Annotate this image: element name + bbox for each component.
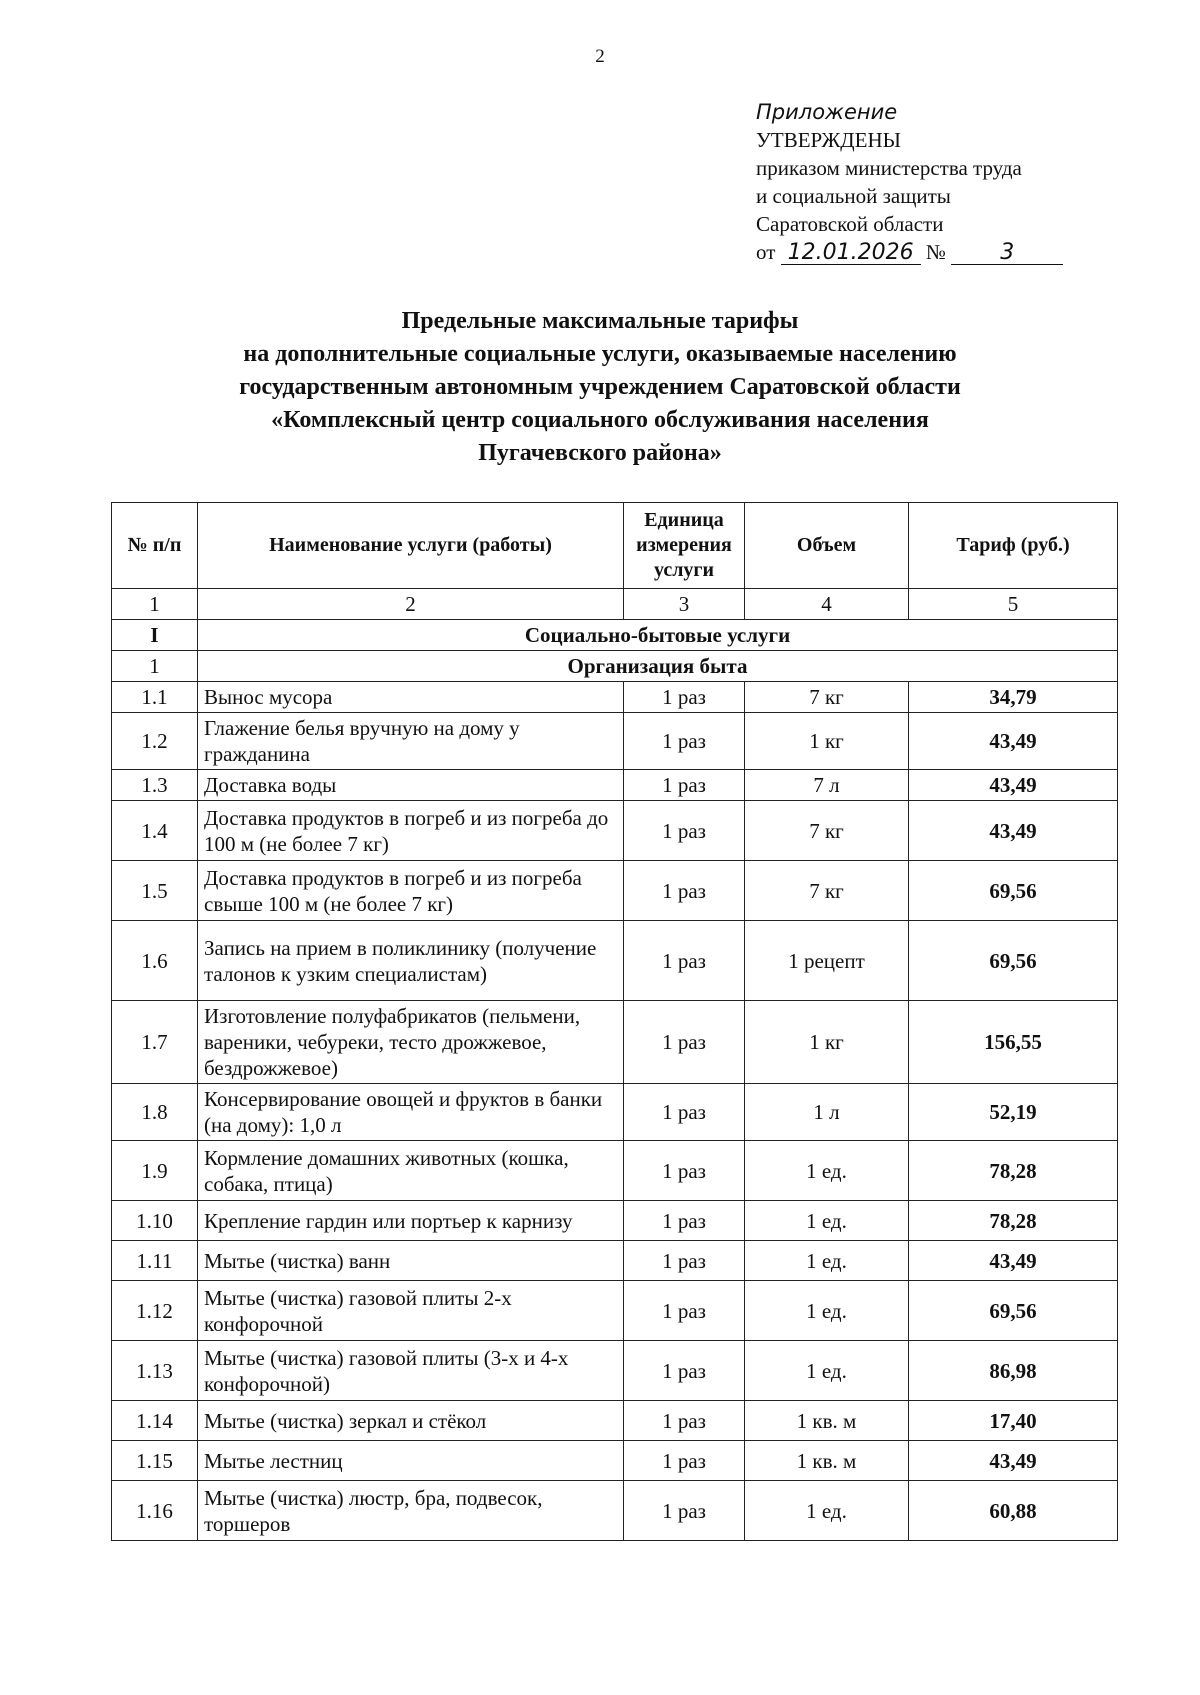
table-row xyxy=(112,770,1118,801)
row-number: 1.14 xyxy=(112,1401,198,1441)
section-number: I xyxy=(112,620,198,651)
row-service-name: Мытье (чистка) люстр, бра, подвесок, торшеров xyxy=(198,1481,624,1541)
row-service-name: Мытье (чистка) ванн xyxy=(198,1241,624,1281)
row-service-name: Изготовление полуфабрикатов (пельмени, вареники, чебуреки, тесто дрожжевое, бездрожжевое) xyxy=(198,1001,624,1084)
row-number: 1.7 xyxy=(112,1001,198,1084)
table-header-row xyxy=(112,503,1118,589)
title-line-2: на дополнительные социальные услуги, оказываемые населению xyxy=(243,341,957,367)
column-number: 1 xyxy=(112,589,198,620)
row-unit: 1 раз xyxy=(624,1481,745,1541)
row-unit: 1 раз xyxy=(624,1441,745,1481)
approval-order-line2: и социальной защиты xyxy=(756,184,951,208)
table-row xyxy=(112,1281,1118,1341)
table-row xyxy=(112,713,1118,770)
row-number: 1.16 xyxy=(112,1481,198,1541)
table-row xyxy=(112,1441,1118,1481)
tariff-table xyxy=(111,502,1118,1541)
approval-date-line xyxy=(756,238,1063,266)
table-row xyxy=(112,1241,1118,1281)
row-number: 1.5 xyxy=(112,861,198,921)
header-volume: Объем xyxy=(745,503,909,589)
row-unit: 1 раз xyxy=(624,1001,745,1084)
table-row xyxy=(112,682,1118,713)
row-service-name: Доставка продуктов в погреб и из погреба до 100 м (не более 7 кг) xyxy=(198,801,624,861)
row-service-name: Мытье (чистка) газовой плиты 2-х конфорочной xyxy=(198,1281,624,1341)
row-volume: 7 кг xyxy=(745,682,909,713)
subsection-name: Организация быта xyxy=(198,651,1118,682)
row-unit: 1 раз xyxy=(624,1141,745,1201)
row-tariff: 43,49 xyxy=(909,770,1118,801)
row-tariff: 52,19 xyxy=(909,1084,1118,1141)
row-number: 1.11 xyxy=(112,1241,198,1281)
row-unit: 1 раз xyxy=(624,770,745,801)
approval-approved: УТВЕРЖДЕНЫ xyxy=(756,128,901,152)
row-service-name: Консервирование овощей и фруктов в банки (на дому): 1,0 л xyxy=(198,1084,624,1141)
document-title xyxy=(100,305,1100,470)
row-service-name: Вынос мусора xyxy=(198,682,624,713)
row-tariff: 43,49 xyxy=(909,801,1118,861)
column-number: 3 xyxy=(624,589,745,620)
table-row xyxy=(112,801,1118,861)
date-prefix: от xyxy=(756,240,776,264)
row-unit: 1 раз xyxy=(624,1241,745,1281)
row-volume: 1 кг xyxy=(745,1001,909,1084)
date-value: 12.01.2026 xyxy=(781,242,921,265)
row-tariff: 43,49 xyxy=(909,713,1118,770)
page-number: 2 xyxy=(595,46,605,67)
row-unit: 1 раз xyxy=(624,682,745,713)
number-prefix: № xyxy=(925,240,946,264)
row-number: 1.6 xyxy=(112,921,198,1001)
row-service-name: Доставка продуктов в погреб и из погреба свыше 100 м (не более 7 кг) xyxy=(198,861,624,921)
row-tariff: 43,49 xyxy=(909,1441,1118,1481)
column-number-row xyxy=(112,589,1118,620)
subsection-number: 1 xyxy=(112,651,198,682)
approval-block xyxy=(756,98,1063,266)
approval-order-line1: приказом министерства труда xyxy=(756,156,1022,180)
title-line-1: Предельные максимальные тарифы xyxy=(401,308,799,334)
row-number: 1.12 xyxy=(112,1281,198,1341)
row-unit: 1 раз xyxy=(624,801,745,861)
row-volume: 7 кг xyxy=(745,801,909,861)
row-unit: 1 раз xyxy=(624,861,745,921)
row-tariff: 69,56 xyxy=(909,1281,1118,1341)
row-tariff: 17,40 xyxy=(909,1401,1118,1441)
row-volume: 1 кв. м xyxy=(745,1441,909,1481)
row-unit: 1 раз xyxy=(624,1281,745,1341)
row-number: 1.13 xyxy=(112,1341,198,1401)
row-tariff: 156,55 xyxy=(909,1001,1118,1084)
table-row xyxy=(112,1341,1118,1401)
title-line-4: «Комплексный центр социального обслуживания населения xyxy=(271,407,929,433)
row-volume: 1 ед. xyxy=(745,1141,909,1201)
row-service-name: Запись на прием в поликлинику (получение талонов к узким специалистам) xyxy=(198,921,624,1001)
row-volume: 1 л xyxy=(745,1084,909,1141)
row-number: 1.4 xyxy=(112,801,198,861)
approval-appendix: Приложение xyxy=(756,100,898,124)
row-service-name: Мытье лестниц xyxy=(198,1441,624,1481)
section-name: Социально-бытовые услуги xyxy=(198,620,1118,651)
row-volume: 1 кв. м xyxy=(745,1401,909,1441)
row-tariff: 43,49 xyxy=(909,1241,1118,1281)
row-number: 1.3 xyxy=(112,770,198,801)
row-unit: 1 раз xyxy=(624,713,745,770)
row-unit: 1 раз xyxy=(624,1084,745,1141)
row-number: 1.2 xyxy=(112,713,198,770)
table-row xyxy=(112,921,1118,1001)
row-tariff: 69,56 xyxy=(909,921,1118,1001)
row-volume: 1 ед. xyxy=(745,1341,909,1401)
approval-order-line3: Саратовской области xyxy=(756,212,944,236)
table-row xyxy=(112,1001,1118,1084)
row-unit: 1 раз xyxy=(624,1401,745,1441)
subsection-row xyxy=(112,651,1118,682)
table-row xyxy=(112,1481,1118,1541)
row-tariff: 60,88 xyxy=(909,1481,1118,1541)
column-number: 2 xyxy=(198,589,624,620)
row-volume: 7 л xyxy=(745,770,909,801)
row-number: 1.9 xyxy=(112,1141,198,1201)
row-volume: 1 ед. xyxy=(745,1241,909,1281)
row-unit: 1 раз xyxy=(624,1341,745,1401)
row-service-name: Мытье (чистка) зеркал и стёкол xyxy=(198,1401,624,1441)
number-value: 3 xyxy=(951,242,1063,265)
row-tariff: 78,28 xyxy=(909,1201,1118,1241)
header-service-name: Наименование услуги (работы) xyxy=(198,503,624,589)
table-row xyxy=(112,861,1118,921)
row-service-name: Кормление домашних животных (кошка, собака, птица) xyxy=(198,1141,624,1201)
column-number: 4 xyxy=(745,589,909,620)
row-unit: 1 раз xyxy=(624,1201,745,1241)
row-number: 1.10 xyxy=(112,1201,198,1241)
table-row xyxy=(112,1084,1118,1141)
header-number: № п/п xyxy=(112,503,198,589)
column-number: 5 xyxy=(909,589,1118,620)
title-line-5: Пугачевского района» xyxy=(478,440,722,466)
header-unit: Единица измерения услуги xyxy=(624,503,745,589)
row-volume: 1 ед. xyxy=(745,1281,909,1341)
row-tariff: 78,28 xyxy=(909,1141,1118,1201)
row-volume: 1 ед. xyxy=(745,1481,909,1541)
row-volume: 1 рецепт xyxy=(745,921,909,1001)
row-service-name: Крепление гардин или портьер к карнизу xyxy=(198,1201,624,1241)
row-volume: 7 кг xyxy=(745,861,909,921)
row-number: 1.1 xyxy=(112,682,198,713)
row-volume: 1 ед. xyxy=(745,1201,909,1241)
table-row xyxy=(112,1141,1118,1201)
table-row xyxy=(112,1401,1118,1441)
table-row xyxy=(112,1201,1118,1241)
section-row xyxy=(112,620,1118,651)
row-tariff: 86,98 xyxy=(909,1341,1118,1401)
row-number: 1.15 xyxy=(112,1441,198,1481)
row-volume: 1 кг xyxy=(745,713,909,770)
row-service-name: Доставка воды xyxy=(198,770,624,801)
row-service-name: Мытье (чистка) газовой плиты (3-х и 4-х конфорочной) xyxy=(198,1341,624,1401)
header-tariff: Тариф (руб.) xyxy=(909,503,1118,589)
row-unit: 1 раз xyxy=(624,921,745,1001)
row-tariff: 34,79 xyxy=(909,682,1118,713)
row-tariff: 69,56 xyxy=(909,861,1118,921)
title-line-3: государственным автономным учреждением Саратовской области xyxy=(239,374,961,400)
row-service-name: Глажение белья вручную на дому у гражданина xyxy=(198,713,624,770)
row-number: 1.8 xyxy=(112,1084,198,1141)
